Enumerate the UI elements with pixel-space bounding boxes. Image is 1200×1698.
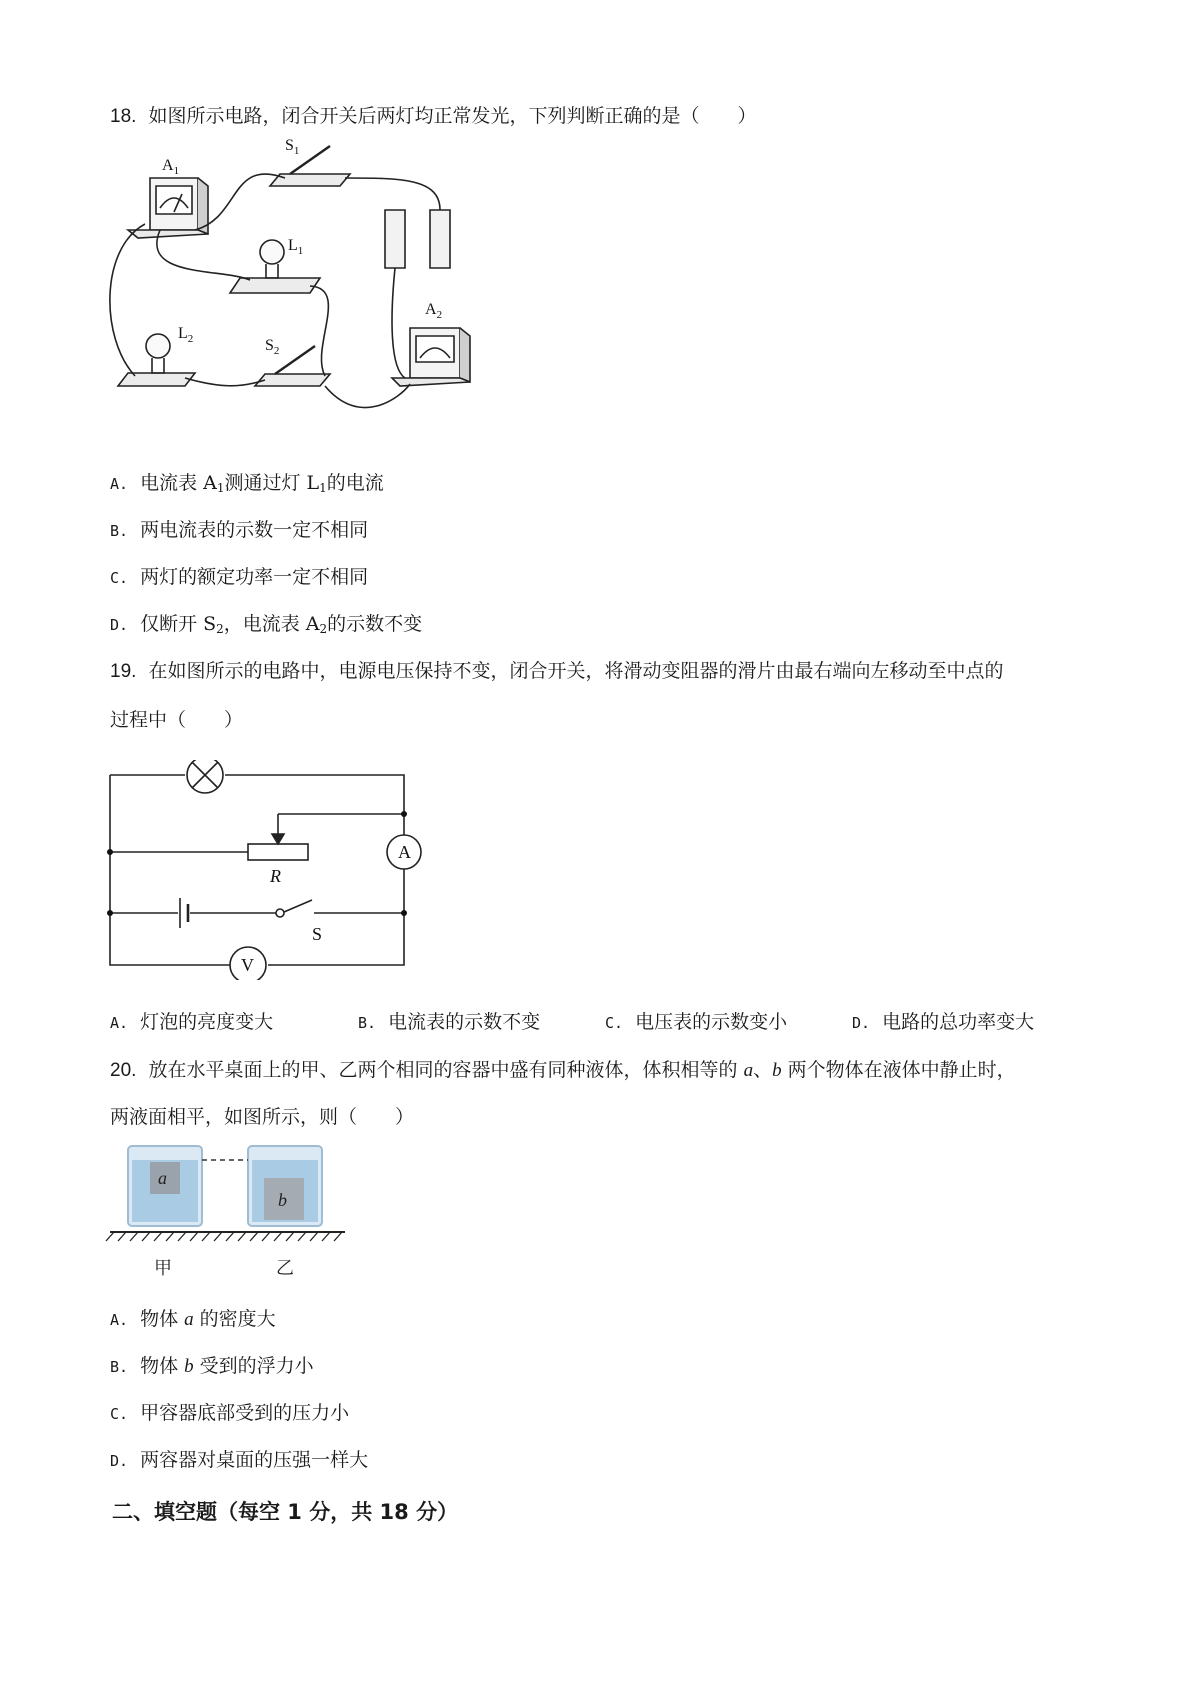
q19-option-d[interactable]: D. 电路的总功率变大 [852,1011,1035,1033]
block-a-label: a [158,1168,167,1188]
voltmeter-label: V [241,955,254,975]
question-20-stem: 20. 放在水平桌面上的甲、乙两个相同的容器中盛有同种液体，体积相等的 a、b 两个物体在液体中静止时， [110,1059,1016,1081]
question-text: 在如图所示的电路中，电源电压保持不变，闭合开关，将滑动变阻器的滑片由最右端向左移动至中点的 [148,660,1004,682]
q19-circuit-diagram [100,760,440,980]
question-18-stem [110,102,757,131]
label-jia: 甲 [154,1258,172,1278]
question-number: 18. [110,106,137,127]
label-a2: $A_2$ [425,301,443,321]
label-s2: $S_2$ [265,337,280,357]
question-number: 19. [110,661,137,682]
question-19-stem [110,657,1004,686]
label-a1: $A_1$ [162,157,180,177]
q18-circuit-figure [100,138,520,458]
q20-option-c[interactable]: C. 甲容器底部受到的压力小 [110,1402,350,1424]
q20-option-d[interactable]: D. 两容器对桌面的压强一样大 [110,1449,369,1471]
label-s1: $S_1$ [285,138,300,157]
q18-option-b[interactable]: B. 两电流表的示数一定不相同 [110,519,369,541]
question-text: 如图所示电路，闭合开关后两灯均正常发光，下列判断正确的是（ ） [148,105,757,127]
question-20-stem-line2: 两液面相平，如图所示，则（ ） [110,1106,415,1128]
ammeter-label: A [398,842,411,862]
q20-containers-figure [100,1140,360,1290]
q18-option-c[interactable]: C. 两灯的额定功率一定不相同 [110,566,369,588]
container-jia [128,1146,202,1226]
label-l2: $L_2$ [178,325,194,345]
rheostat-label: R [270,866,281,886]
label-yi: 乙 [276,1258,294,1278]
block-b-label: b [278,1190,287,1210]
switch-label: S [312,924,323,944]
q20-option-b[interactable]: B. 物体 b 受到的浮力小 [110,1355,314,1377]
q19-option-a[interactable]: A. 灯泡的亮度变大 [110,1011,274,1033]
q18-option-d[interactable]: D. 仅断开 $S_2$，电流表 $A_2$的示数不变 [110,613,423,636]
q19-option-c[interactable]: C. 电压表的示数变小 [605,1011,788,1033]
q18-option-a[interactable]: A. 电流表 $A_1$测通过灯 $L_1$的电流 [110,472,384,495]
q19-option-b[interactable]: B. 电流表的示数不变 [358,1011,541,1033]
question-number: 20. [110,1060,137,1081]
q20-option-a[interactable]: A. 物体 a 的密度大 [110,1308,276,1330]
section-heading-fill-in: 二、填空题（每空 1 分，共 18 分） [112,1500,459,1524]
container-yi [248,1146,322,1226]
label-l1: $L_1$ [288,237,304,257]
question-19-stem-line2: 过程中（ ） [110,709,244,731]
